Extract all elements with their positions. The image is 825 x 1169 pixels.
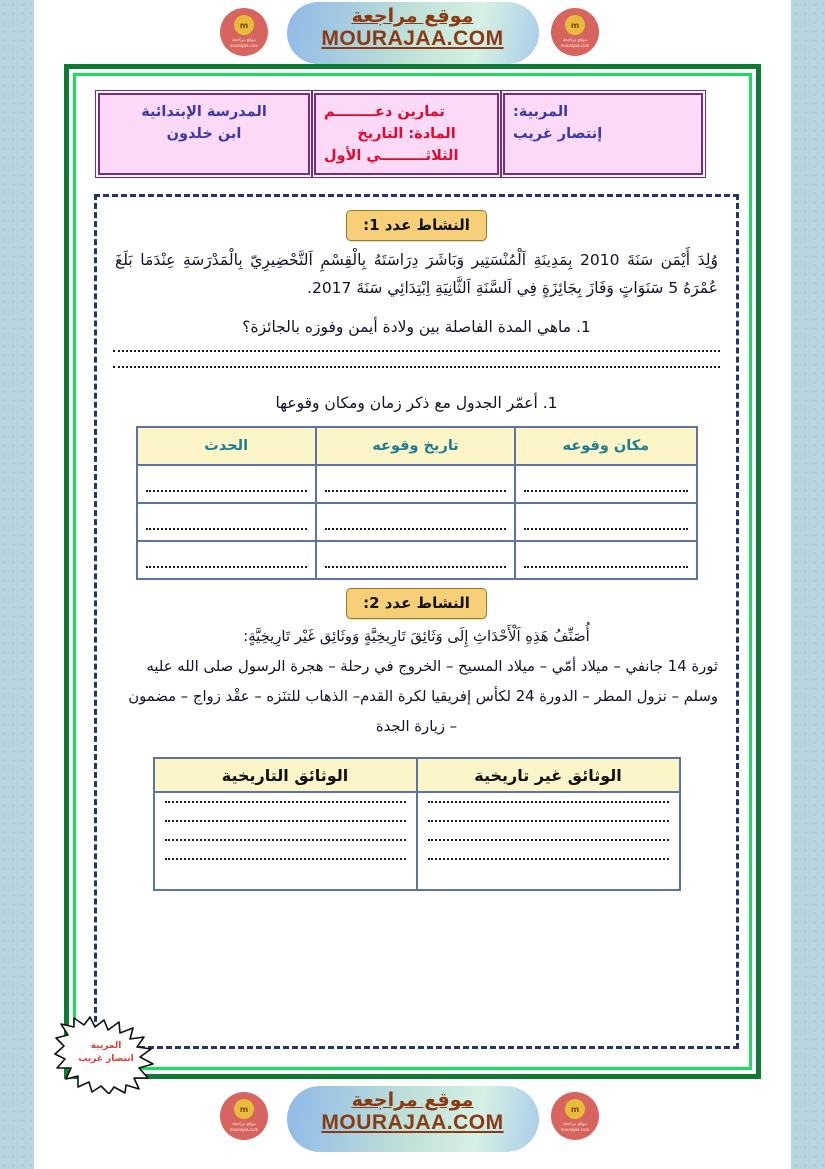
activity2-items-line-1: ثورة 14 جانفي – ميلاد أمّي – ميلاد المسيح – الخروج في رحلة – هجرة الرسول صلى الله عليه — [146, 658, 718, 676]
teacher-label: المربية: — [513, 104, 569, 120]
answer-line — [165, 858, 406, 860]
answer-line — [428, 820, 669, 822]
brand-logo-caption-ar: موقع مراجعة — [231, 1121, 257, 1127]
activity2-badge: النشاط عدد 2: — [346, 588, 487, 619]
column-header-historical: الوثائق التاريخية — [154, 758, 417, 792]
cell-place[interactable] — [515, 465, 696, 503]
activity2-items-line-3: – زيارة الجدة — [375, 718, 458, 736]
table-row — [137, 541, 697, 579]
brand-domain: MOURAJAA.COM — [321, 1111, 504, 1135]
answer-line — [524, 528, 687, 530]
teacher-name: إنتصار غريب — [513, 125, 603, 142]
brand-logo-mark: m — [234, 1099, 254, 1119]
teacher-stamp-text — [54, 1040, 158, 1066]
worksheet-body — [82, 82, 743, 1061]
top-brand-band — [34, 0, 791, 66]
events-table — [136, 426, 698, 580]
brand-logo-badge-right — [551, 8, 599, 56]
answer-line — [146, 528, 307, 530]
school-cell — [98, 93, 310, 175]
answer-line[interactable] — [113, 350, 720, 352]
answer-line — [165, 801, 406, 803]
cell-place[interactable] — [515, 541, 696, 579]
answer-line — [428, 858, 669, 860]
stamp-line-2: انتصار غريب — [78, 1054, 134, 1065]
activity2-items-line-2: وسلم – نزول المطر – الدورة 24 لكأس إفريقيا لكرة القدم– الذهاب للتنَزه – عقْد زواج – مضمون — [128, 688, 718, 706]
teacher-stamp — [54, 1016, 158, 1094]
answer-line[interactable] — [113, 366, 720, 368]
column-header-place: مكان وقوعه — [515, 427, 696, 465]
stamp-line-1: المربية — [90, 1041, 122, 1051]
brand-logo-mark: m — [234, 15, 254, 35]
brand-logo-caption-ar: موقع مراجعة — [562, 37, 588, 43]
term-name: الثلاثـــــــــي الأول — [324, 147, 459, 164]
brand-logo-mark: m — [565, 15, 585, 35]
brand-logo-caption-en: mourajaa.com — [560, 1127, 590, 1132]
activity1-text: وُلِدَ أَيْمَن سَنَةَ 2010 بِمَدِينَةِ اَلْمُنْسَتِير وَبَاشَرَ دِرَاسَتَهُ بِالْقِسْمِ اَلتَّحْضِيرِيّ بِالْمَدْرَسَةِ عِنْدَمَا بَلَغَ عُمْرَهُ 5 سَنَوَاتٍ وَفَازَ بِجَائِزَةٍ فِي اَلسَّنَةِ اَلثَّانِيَةِ اِبْتِدَائِي سَنَةَ 2017. — [115, 251, 718, 297]
brand-logo-badge-left — [220, 8, 268, 56]
worksheet-frame — [64, 64, 761, 1079]
brand-logo-mark: m — [565, 1099, 585, 1119]
column-header-event: الحدث — [137, 427, 316, 465]
table-row — [137, 465, 697, 503]
activity1-badge-row — [111, 210, 722, 241]
table-header-row — [137, 427, 697, 465]
brand-logo-caption-ar: موقع مراجعة — [562, 1121, 588, 1127]
brand-logo-caption — [230, 1121, 259, 1132]
cell-date[interactable] — [316, 541, 515, 579]
worksheet-page — [34, 0, 791, 1169]
activity2-badge-row — [111, 588, 722, 619]
cell-place[interactable] — [515, 503, 696, 541]
brand-logo-caption — [561, 1121, 590, 1132]
cell-date[interactable] — [316, 503, 515, 541]
brand-domain: MOURAJAA.COM — [321, 27, 504, 51]
subject-cell — [314, 93, 499, 175]
answer-line — [325, 528, 506, 530]
cell-event[interactable] — [137, 465, 316, 503]
table-row — [154, 792, 680, 890]
answer-line — [325, 566, 506, 568]
answer-line — [325, 490, 506, 492]
content-area — [94, 194, 739, 1049]
brand-arabic-title: موقع مراجعة — [351, 1089, 474, 1111]
column-header-date: تاريخ وقوعه — [316, 427, 515, 465]
cell-event[interactable] — [137, 541, 316, 579]
cell-historical[interactable] — [154, 792, 417, 890]
cell-non-historical[interactable] — [417, 792, 680, 890]
brand-logo-caption-en: mourajaa.com — [229, 43, 259, 48]
answer-line — [165, 839, 406, 841]
answer-line — [146, 566, 307, 568]
brand-logo-caption — [230, 37, 259, 48]
table-header-row — [154, 758, 680, 792]
identity-header — [94, 93, 703, 175]
brand-logo-caption-en: mourajaa.com — [560, 43, 590, 48]
brand-logo-caption-en: mourajaa.com — [229, 1127, 259, 1132]
column-header-non-historical: الوثائق غير تاريخية — [417, 758, 680, 792]
answer-line — [146, 490, 307, 492]
answer-line — [524, 490, 687, 492]
brand-arabic-title: موقع مراجعة — [351, 5, 474, 27]
brand-logo-badge-left — [220, 1092, 268, 1140]
answer-line — [428, 801, 669, 803]
brand-wordmark — [263, 1090, 563, 1135]
exercise-type: تمارين دعــــــــم — [324, 104, 445, 120]
school-name: ابن خلدون — [166, 125, 242, 142]
activity2-instruction: أُصَنِّفُ هَذِهِ اَلْأَحْدَاثِ إِلَى وَثَائِقَ تَارِيخِيَّةٍ وَوثَائِق غَيْر تَارِيخِيَّةٍ: — [243, 628, 590, 646]
brand-logo-badge-right — [551, 1092, 599, 1140]
activity1-question-2: 1. أعمّر الجدول مع ذكر زمان ومكان وقوعها — [275, 394, 558, 413]
answer-line — [165, 820, 406, 822]
table-row — [137, 503, 697, 541]
subject-name: المادة: التاريخ — [357, 125, 456, 142]
cell-date[interactable] — [316, 465, 515, 503]
activity1-badge: النشاط عدد 1: — [346, 210, 487, 241]
brand-logo-caption-ar: موقع مراجعة — [231, 37, 257, 43]
documents-classification-table — [153, 757, 681, 891]
cell-event[interactable] — [137, 503, 316, 541]
teacher-cell — [503, 93, 703, 175]
answer-line — [428, 839, 669, 841]
brand-wordmark — [263, 6, 563, 51]
answer-line — [524, 566, 687, 568]
brand-logo-caption — [561, 37, 590, 48]
activity1-question-1: 1. ماهي المدة الفاصلة بين ولادة أيمن وفوزه بالجائزة؟ — [242, 318, 591, 337]
school-type: المدرسة الإبتدائية — [141, 104, 267, 120]
